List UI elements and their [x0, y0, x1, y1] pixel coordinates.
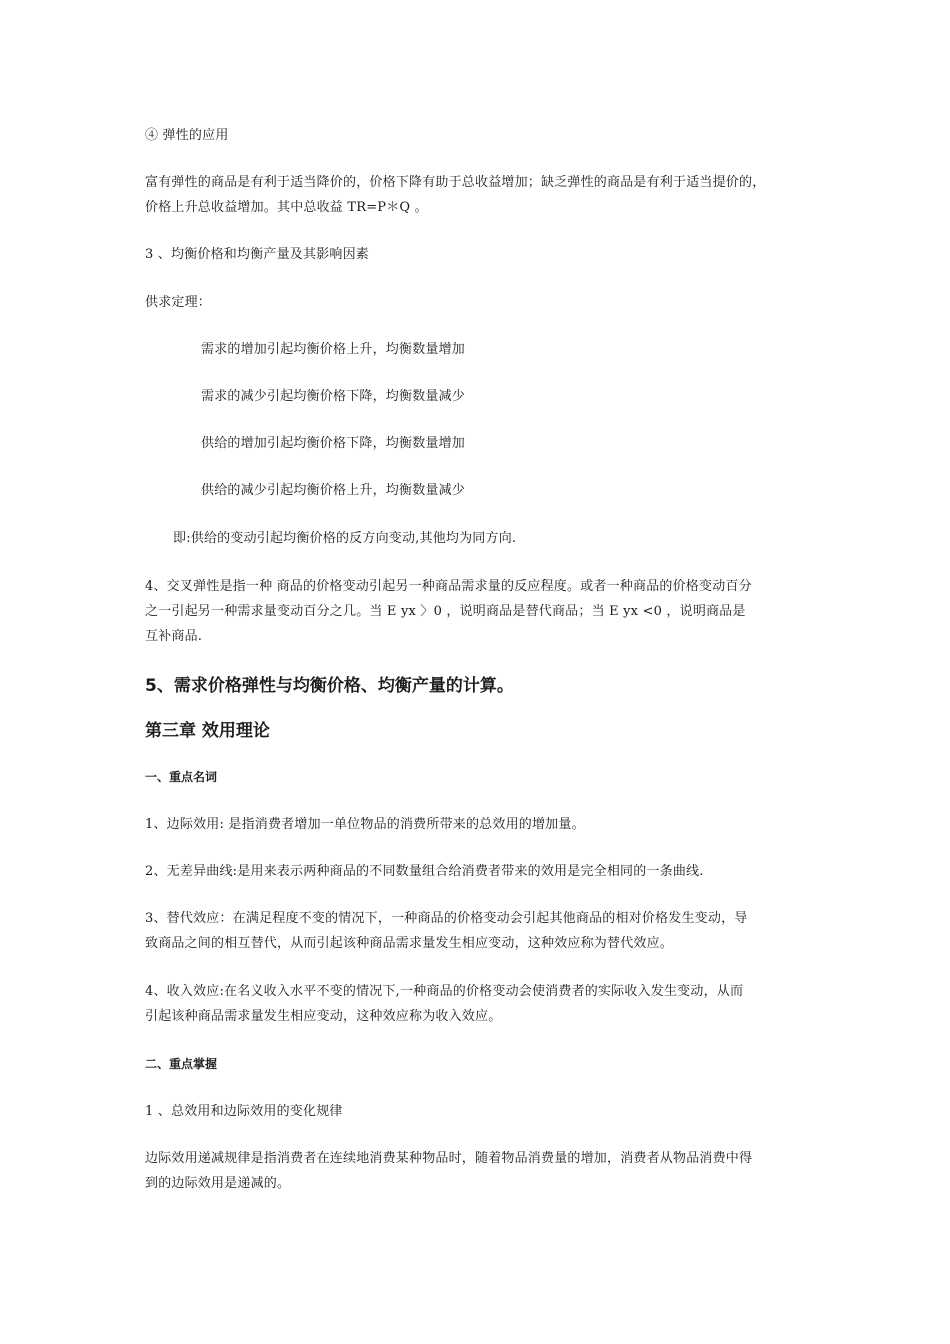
elasticity-application-heading: ④ 弹性的应用 — [145, 128, 229, 143]
definition-line: 引起该种商品需求量发生相应变动，这种效应称为收入效应。 — [145, 1009, 502, 1024]
law-item: 需求的减少引起均衡价格下降，均衡数量减少 — [201, 389, 466, 404]
paragraph-line: 互补商品. — [145, 629, 203, 644]
law-item: 供给的减少引起均衡价格上升，均衡数量减少 — [201, 483, 466, 498]
definition-line: 3、替代效应：在满足程度不变的情况下，一种商品的价格变动会引起其他商品的相对价格发生变动，导 — [145, 911, 748, 926]
section-subheading: 3 、均衡价格和均衡产量及其影响因素 — [145, 247, 370, 262]
paragraph-line: 到的边际效用是递减的。 — [145, 1176, 291, 1191]
definition-line: 致商品之间的相互替代，从而引起该种商品需求量发生相应变动，这种效应称为替代效应。 — [145, 936, 674, 951]
definition-line: 4、收入效应:在名义收入水平不变的情况下,一种商品的价格变动会使消费者的实际收入发生变动，从而 — [145, 984, 744, 999]
paragraph-line: 之一引起另一种需求量变动百分之几。当 E yx 〉0 ，说明商品是替代商品；当 E yx <0 ，说明商品是 — [145, 604, 746, 619]
subsection-heading: 二、重点掌握 — [145, 1057, 218, 1071]
paragraph-line: 富有弹性的商品是有利于适当降价的，价格下降有助于总收益增加；缺乏弹性的商品是有利于适当提价的， — [145, 175, 766, 190]
definition-line: 2、无差异曲线:是用来表示两种商品的不同数量组合给消费者带来的效用是完全相同的一条曲线. — [145, 864, 704, 879]
law-item: 供给的增加引起均衡价格下降，均衡数量增加 — [201, 436, 466, 451]
paragraph-line: 供求定理： — [145, 295, 212, 310]
section-heading: 5、需求价格弹性与均衡价格、均衡产量的计算。 — [145, 676, 514, 696]
paragraph-line: 边际效用递减规律是指消费者在连续地消费某种物品时，随着物品消费量的增加，消费者从物品消费中得 — [145, 1151, 753, 1166]
subsection-heading: 一、重点名词 — [145, 770, 218, 784]
definition-line: 1、边际效用: 是指消费者增加一单位物品的消费所带来的总效用的增加量。 — [145, 817, 585, 832]
section-subheading: 1 、总效用和边际效用的变化规律 — [145, 1104, 343, 1119]
paragraph-line: 价格上升总收益增加。其中总收益 TR=P＊Q 。 — [145, 200, 428, 215]
chapter-heading: 第三章 效用理论 — [145, 721, 270, 741]
law-item: 需求的增加引起均衡价格上升，均衡数量增加 — [201, 342, 466, 357]
paragraph-line: 4、交叉弹性是指一种 商品的价格变动引起另一种商品需求量的反应程度。或者一种商品的价格变动百分 — [145, 579, 752, 594]
summary-line: 即:供给的变动引起均衡价格的反方向变动,其他均为同方向. — [173, 531, 517, 546]
